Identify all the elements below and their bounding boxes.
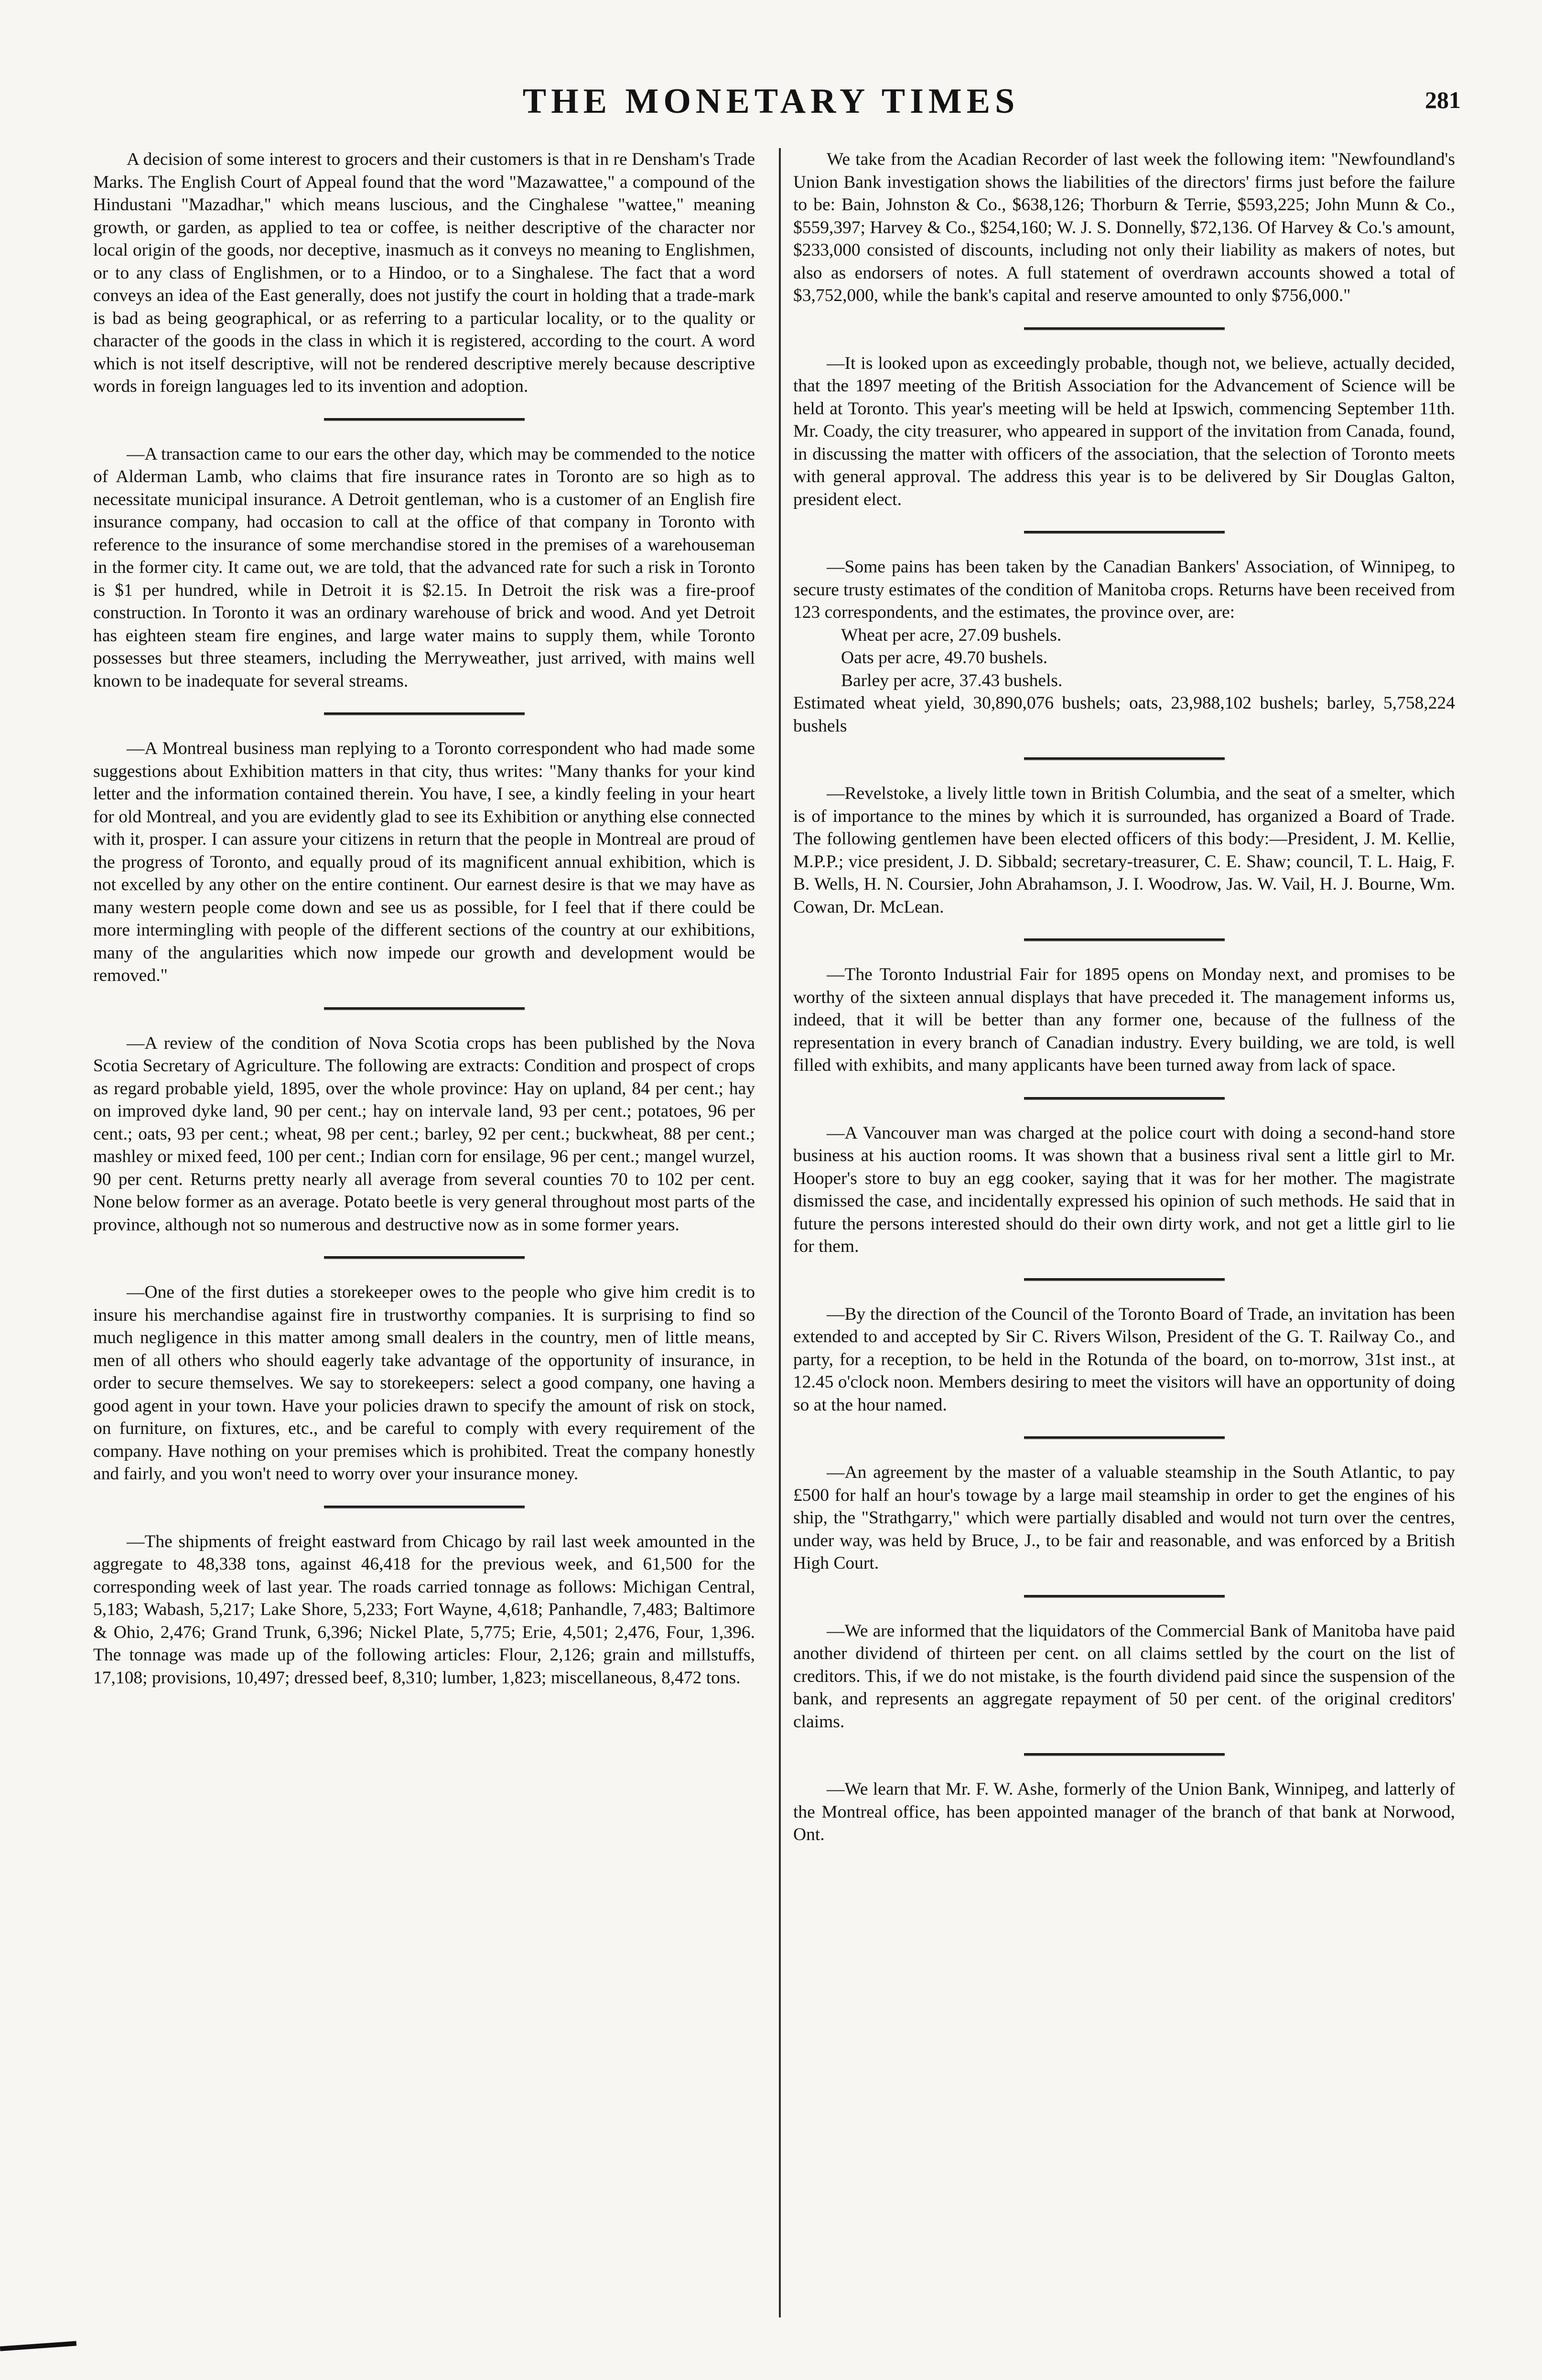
- article-text: —Revelstoke, a lively little town in British Columbia, and the seat of a smelter, which is of importance to the mines by which it is surrounded, has organized a Board of Trade. The following gentlemen have been elected officers of this body:—President, J. M. Kellie, M.P.P.; vice president, J. D. Sibbald; secretary-treasurer, C. E. Shaw; council, T. L. Haig, F. B. Wells, H. N. Coursier, John Abrahamson, J. I. Woodrow, Jas. W. Vail, H. J. Bourne, Wm. Cowan, Dr. McLean.: [793, 784, 1455, 917]
- article-trade-marks: [93, 148, 755, 398]
- article-board-of-trade: [793, 1303, 1455, 1417]
- article-industrial-fair: [793, 963, 1455, 1077]
- article-nova-scotia-crops: [93, 1032, 755, 1237]
- article-text: —We learn that Mr. F. W. Ashe, formerly of the Union Bank, Winnipeg, and latterly of the Montreal office, has been appointed manager of the branch of that bank at Norwood, Ont.: [793, 1779, 1455, 1844]
- article-text: —A transaction came to our ears the other day, which may be commended to the notice of Alderman Lamb, who claims that fire insurance rates in Toronto are so high as to necessitate municipal insurance. A Detroit gentleman, who is a customer of an English fire insurance company, had occasion to call at the office of that company in Toronto with reference to the insurance of some merchandise stored in the premises of a warehouseman in the former city. It came out, we are told, that the advanced rate for such a risk in Toronto is $1 per hundred, while in Detroit it is $2.15. In Detroit the risk was a fire-proof construction. In Toronto it was an ordinary warehouse of brick and wood. And yet Detroit has eighteen steam fire engines, and large water mains to supply them, while Toronto possesses but three steamers, including the Merryweather, just arrived, with mains well known to be inadequate for several streams.: [93, 444, 755, 691]
- article-text: —Some pains has been taken by the Canadian Bankers' Association, of Winnipeg, to secure trusty estimates of the condition of Manitoba crops. Returns have been received from 123 correspondents, and the estimates, the province over, are:: [793, 557, 1455, 622]
- article-fire-insurance-rates: [93, 443, 755, 693]
- article-separator: [1024, 1753, 1225, 1756]
- article-text: A decision of some interest to grocers and their customers is that in re Densham's Trade Marks. The English Court of Appeal found that the word "Mazawattee," a compound of the Hindustani "Mazadhar," which means luscious, and the Cinghalese "wattee," meaning growth, or garden, as applied to tea or coffee, is neither descriptive of the character nor local origin of the goods, nor deceptive, inasmuch as it conveys no meaning to Englishmen, or to any class of Englishmen, or to a Hindoo, or to a Singhalese. The fact that a word conveys an idea of the East generally, does not justify the court in holding that a trade-mark is bad as being geographical, or as referring to a particular locality, or to the quality or character of the goods in the class in which it is registered, according to the court. A word which is not itself descriptive, will not be rendered descriptive merely because descriptive words in foreign languages led to its invention and adoption.: [93, 150, 755, 396]
- article-separator: [1024, 1436, 1225, 1439]
- article-text: —The Toronto Industrial Fair for 1895 opens on Monday next, and promises to be worthy of the sixteen annual displays that have preceded it. The management informs us, indeed, that it will be better than any former one, because of the fullness of the representation in every branch of Canadian industry. Every building, we are told, is well filled with exhibits, and many applicants have been turned away from lack of space.: [793, 965, 1455, 1075]
- article-separator: [324, 418, 525, 421]
- article-montreal-exhibition: [93, 737, 755, 987]
- article-vancouver: [793, 1122, 1455, 1258]
- article-text: —One of the first duties a storekeeper owes to the people who give him credit is to insure his merchandise against fire in trustworthy companies. It is surprising to find so much negligence in this matter among small dealers in the country, men of little means, men of all others who should eagerly take advantage of the opportunity of insurance, in order to secure themselves. We say to storekeepers: select a good company, one having a good agent in your town. Have your policies drawn to specify the amount of risk on stock, on furniture, on fixtures, etc., and be careful to comply with every requirement of the company. Have nothing on your premises which is prohibited. Treat the company honestly and fairly, and you won't need to worry over your insurance money.: [93, 1282, 755, 1484]
- article-text: —We are informed that the liquidators of the Commercial Bank of Manitoba have paid another dividend of thirteen per cent. on all claims settled by the court on the list of creditors. This, if we do not mistake, is the fourth dividend paid since the suspension of the bank, and represents an aggregate repayment of 50 per cent. of the original creditors' claims.: [793, 1621, 1455, 1732]
- article-british-association: [793, 352, 1455, 511]
- article-union-bank-liabilities: [793, 148, 1455, 307]
- article-separator: [324, 1256, 525, 1259]
- article-separator: [1024, 531, 1225, 534]
- article-commercial-bank: [793, 1620, 1455, 1734]
- article-revelstoke: [793, 782, 1455, 918]
- article-separator: [324, 712, 525, 715]
- crop-estimates-list: [793, 624, 1455, 692]
- article-text: —A review of the condition of Nova Scotia crops has been published by the Nova Scotia Secretary of Agriculture. The following are extracts: Condition and prospect of crops as regard probable yield, 1895, over the whole province: Hay on upland, 84 per cent.; hay on improved dyke land, 90 per cent.; hay on intervale land, 93 per cent.; potatoes, 96 per cent.; oats, 93 per cent.; wheat, 98 per cent.; barley, 92 per cent.; buckwheat, 88 per cent.; mashley or mixed feed, 100 per cent.; Indian corn for ensilage, 96 per cent.; mangel wurzel, 90 per cent. Returns pretty nearly all average from several counties 70 to 102 per cent. None below former as an average. Potato beetle is very general throughout most parts of the province, although not so numerous and destructive now as in some former years.: [93, 1033, 755, 1235]
- article-separator: [1024, 757, 1225, 760]
- article-separator: [324, 1506, 525, 1508]
- article-separator: [1024, 1097, 1225, 1100]
- column-divider: [779, 148, 781, 2317]
- article-chicago-freight: [93, 1530, 755, 1690]
- article-text: —By the direction of the Council of the Toronto Board of Trade, an invitation has been extended to and accepted by Sir C. Rivers Wilson, President of the G. T. Railway Co., and party, for a reception, to be held in the Rotunda of the board, on to-morrow, 31st inst., at 12.45 o'clock noon. Members desiring to meet the visitors will have an opportunity of doing so at the hour named.: [793, 1304, 1455, 1415]
- article-separator: [1024, 1278, 1225, 1281]
- crop-estimate-item: Barley per acre, 37.43 bushels.: [841, 670, 1063, 690]
- article-text: We take from the Acadian Recorder of last week the following item: "Newfoundland's Union Bank investigation shows the liabilities of the directors' firms just before the failure to be: Bain, Johnston & Co., $638,126; Thorburn & Terrie, $593,225; John Munn & Co., $559,397; Harvey & Co., $254,160; W. J. S. Donnelly, $72,136. Of Harvey & Co.'s amount, $233,000 consisted of discounts, including not only their liability as makers of notes, but also as endorsers of notes. A full statement of overdrawn accounts showed a total of $3,752,000, while the bank's capital and reserve amounted to only $756,000.": [793, 150, 1455, 305]
- article-separator: [324, 1007, 525, 1010]
- article-separator: [1024, 1595, 1225, 1598]
- page-header: [0, 72, 1542, 139]
- article-text: —A Montreal business man replying to a Toronto correspondent who had made some suggestions about Exhibition matters in that city, thus writes: "Many thanks for your kind letter and the information contained therein. You have, I see, a kindly feeling in your heart for old Montreal, and you are evidently glad to see its Exhibition or anything else connected with it, prosper. I can assure your citizens in return that the people in Montreal are proud of the progress of Toronto, and equally proud of its magnificent annual exhibition, which is not excelled by any other on the entire continent. Our earnest desire is that we may have as many western people come down and see us as possible, for I feel that if there could be more intermingling with people of the different sections of the country at our exhibitions, many of the angularities which now impede our growth and development would be removed.": [93, 739, 755, 985]
- article-manitoba-crops: [793, 556, 1455, 737]
- article-steamship: [793, 1461, 1455, 1575]
- right-column: [793, 148, 1455, 1846]
- article-text: —A Vancouver man was charged at the police court with doing a second-hand store business at his auction rooms. It was shown that a business rival sent a little girl to Mr. Hooper's store to buy an egg cooker, saying that it was for her mother. The magistrate dismissed the case, and incidentally expressed his opinion of such methods. He said that in future the persons interested should do their own dirty work, and not get a little girl to lie for them.: [793, 1123, 1455, 1256]
- crop-yield-summary: Estimated wheat yield, 30,890,076 bushels; oats, 23,988,102 bushels; barley, 5,758,224 bushels: [793, 693, 1455, 736]
- article-ashe-appointment: [793, 1778, 1455, 1846]
- scan-edge-mark: [0, 2341, 76, 2351]
- crop-estimate-item: Oats per acre, 49.70 bushels.: [841, 648, 1048, 668]
- article-separator: [1024, 938, 1225, 941]
- left-column: [93, 148, 755, 1689]
- page-number: 281: [1425, 86, 1461, 113]
- article-text: —The shipments of freight eastward from Chicago by rail last week amounted in the aggregate to 48,338 tons, against 46,418 for the previous week, and 61,500 for the corresponding week of last year. The roads carried tonnage as follows: Michigan Central, 5,183; Wabash, 5,217; Lake Shore, 5,233; Fort Wayne, 4,618; Panhandle, 7,483; Baltimore & Ohio, 2,476; Grand Trunk, 6,396; Nickel Plate, 5,775; Erie, 4,501; 2,476, Four, 1,396. The tonnage was made up of the following articles: Flour, 2,126; grain and millstuffs, 17,108; provisions, 10,497; dressed beef, 8,310; lumber, 1,823; miscellaneous, 8,472 tons.: [93, 1531, 755, 1688]
- article-storekeeper-insurance: [93, 1281, 755, 1486]
- article-separator: [1024, 327, 1225, 330]
- masthead-title: THE MONETARY TIMES: [522, 82, 1020, 121]
- crop-estimate-item: Wheat per acre, 27.09 bushels.: [841, 625, 1062, 645]
- article-text: —It is looked upon as exceedingly probable, though not, we believe, actually decided, that the 1897 meeting of the British Association for the Advancement of Science will be held at Toronto. This year's meeting will be held at Ipswich, commencing September 11th. Mr. Coady, the city treasurer, who appeared in support of the invitation from Canada, found, in discussing the matter with officers of the association, that the selection of Toronto meets with general approval. The address this year is to be delivered by Sir Douglas Galton, president elect.: [793, 353, 1455, 509]
- article-text: —An agreement by the master of a valuable steamship in the South Atlantic, to pay £500 for half an hour's towage by a large mail steamship in order to get the engines of his ship, the "Strathgarry," which were partially disabled and would not turn over the centres, under way, was held by Bruce, J., to be fair and reasonable, and was enforced by a British High Court.: [793, 1463, 1455, 1573]
